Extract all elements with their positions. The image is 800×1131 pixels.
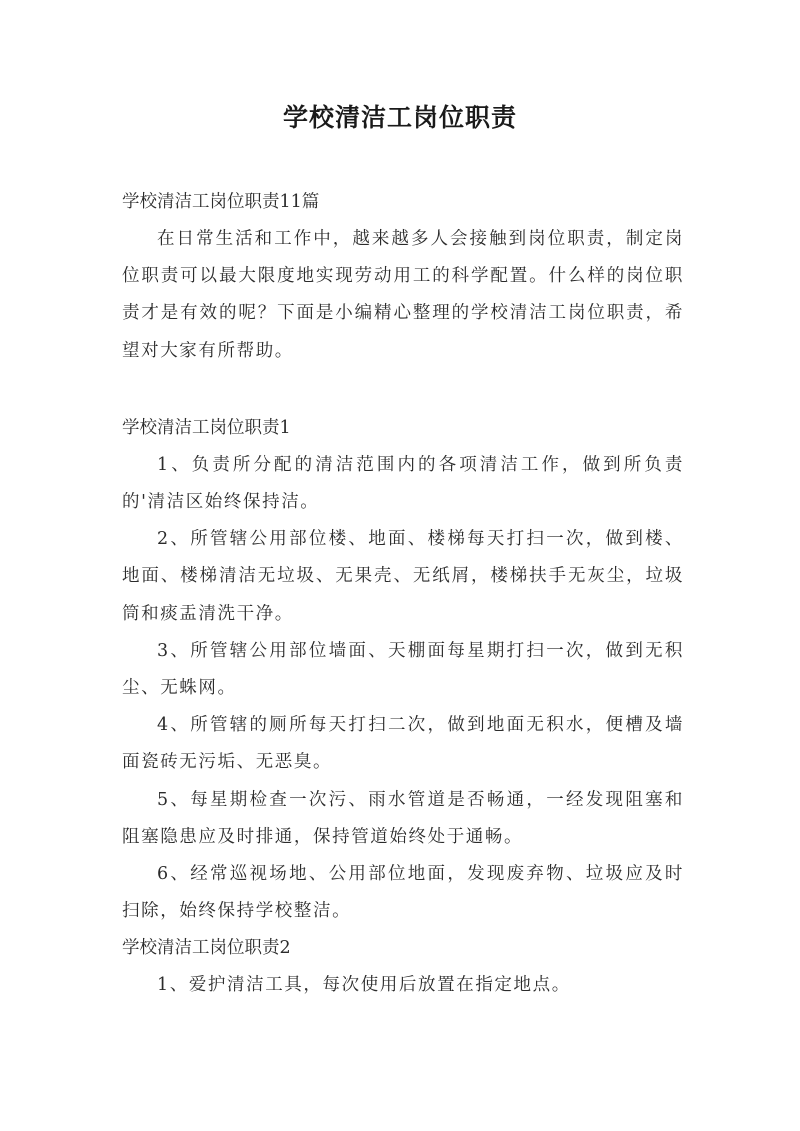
section-1-item-3: 3、所管辖公用部位墙面、天棚面每星期打扫一次，做到无积尘、无蛛网。 — [122, 640, 684, 699]
section-1-item-5: 5、每星期检查一次污、雨水管道是否畅通，一经发现阻塞和阻塞隐患应及时排通，保持管道始终处于通畅。 — [122, 789, 684, 847]
spacer — [122, 370, 684, 410]
section-1-item-2: 2、所管辖公用部位楼、地面、楼梯每天打扫一次，做到楼、地面、楼梯清洁无垃圾、无果壳、无纸屑，楼梯扶手无灰尘，垃圾筒和痰盂清洗干净。 — [122, 529, 684, 624]
section-1-item-6: 6、经常巡视场地、公用部位地面，发现废弃物、垃圾应及时扫除，始终保持学校整洁。 — [122, 864, 684, 922]
intro-paragraph: 在日常生活和工作中，越来越多人会接触到岗位职责，制定岗位职责可以最大限度地实现劳动用工的科学配置。什么样的岗位职责才是有效的呢？下面是小编精心整理的学校清洁工岗位职责，希望对大家有所帮助。 — [122, 229, 684, 361]
section-1-item-1: 1、负责所分配的清洁范围内的各项清洁工作，做到所负责的'清洁区始终保持洁。 — [122, 454, 684, 513]
section-1-item-4: 4、所管辖的厕所每天打扫二次，做到地面无积水，便槽及墙面瓷砖无污垢、无恶臭。 — [122, 715, 684, 773]
section-2-item-1: 1、爱护清洁工具，每次使用后放置在指定地点。 — [157, 975, 571, 996]
section-heading-1: 学校清洁工岗位职责1 — [122, 417, 291, 438]
document-title: 学校清洁工岗位职责 — [282, 103, 517, 132]
section-heading-2: 学校清洁工岗位职责2 — [122, 938, 291, 959]
document-body — [122, 184, 684, 1005]
document-subtitle: 学校清洁工岗位职责11篇 — [122, 192, 320, 212]
